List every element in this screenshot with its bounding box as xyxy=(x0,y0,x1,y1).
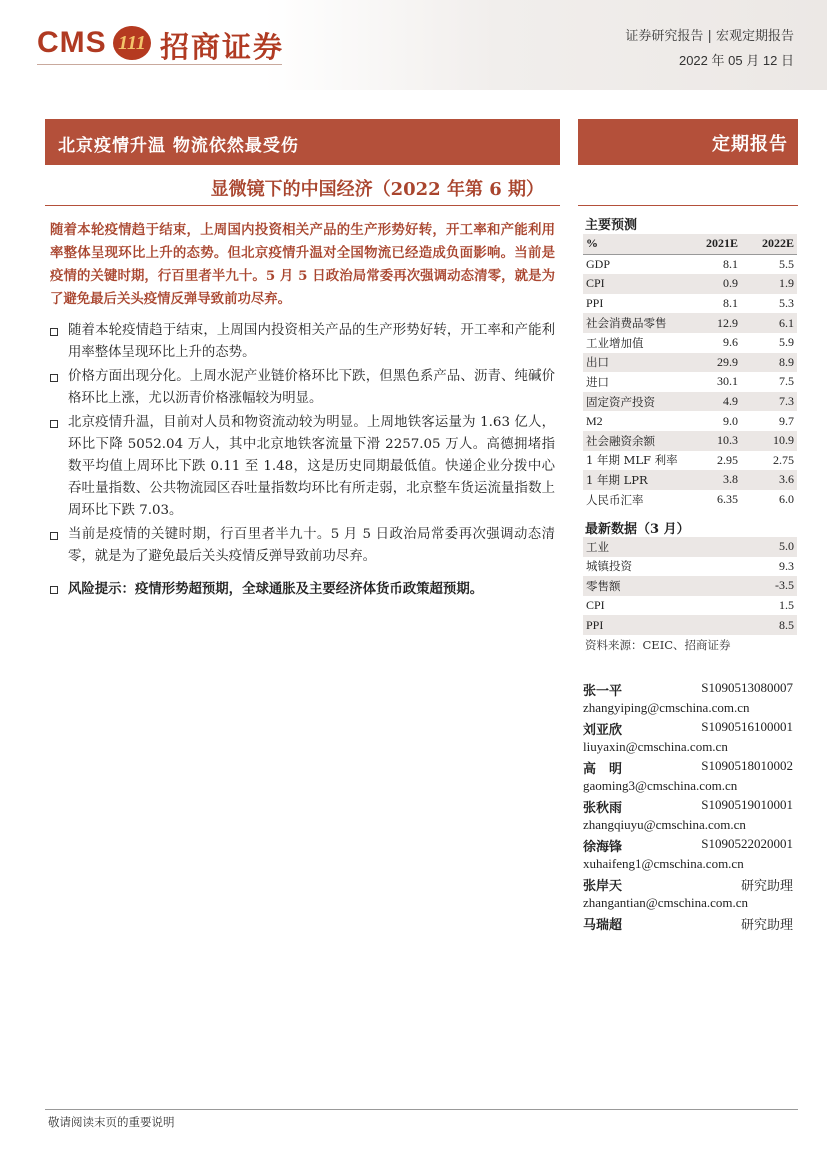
row-label: 1 年期 MLF 利率 xyxy=(586,453,678,468)
row-label: 固定资产投资 xyxy=(583,392,685,412)
analyst-name: 马瑞超 xyxy=(583,918,623,933)
cell-2022: 9.7 xyxy=(779,413,794,428)
forecast-table xyxy=(583,234,797,509)
analyst-name: 张秋雨 xyxy=(583,801,623,816)
analyst-name: 徐海锋 xyxy=(583,840,623,855)
bullet-item xyxy=(50,320,555,364)
cell-2021: 9.6 xyxy=(723,335,738,350)
cell-2022: 7.3 xyxy=(741,392,797,412)
row-label: PPI xyxy=(586,296,604,311)
analyst-row xyxy=(583,797,793,817)
analyst-role: 研究助理 xyxy=(740,917,793,932)
cell-2022: 7.5 xyxy=(779,374,794,389)
report-subtitle: 显微镜下的中国经济（2022 年第 6 期） xyxy=(210,179,544,200)
checkbox-bullet-icon xyxy=(50,420,58,428)
cell-2021: 9.0 xyxy=(723,413,738,428)
bullet-item xyxy=(50,412,555,522)
table-row xyxy=(583,576,797,596)
analyst-id: S1090519010001 xyxy=(701,797,793,812)
checkbox-bullet-icon xyxy=(50,374,58,382)
row-label: 出口 xyxy=(583,353,685,373)
bullet-text: 当前是疫情的关键时期，行百里者半九十。5 月 5 日政治局常委再次强调动态清零，就是为了避免最后关头疫情反弹导致前功尽弃。 xyxy=(68,527,555,564)
analyst-row xyxy=(583,914,793,934)
row-label: 工业 xyxy=(583,537,728,557)
analyst-row xyxy=(583,758,793,778)
bullet-list xyxy=(50,320,555,570)
risk-warning xyxy=(50,578,573,600)
summary-paragraph: 随着本轮疫情趋于结束，上周国内投资相关产品的生产形势好转，开工率和产能利用率整体呈现环比上升的态势。但北京疫情升温对全国物流已经造成负面影响。当前是疫情的关键时期，行百里者半九十。5 月 5 日政治局常委再次强调动态清零，就是为了避免最后关头疫情反弹导致前功尽弃。 xyxy=(50,222,555,307)
table-row xyxy=(583,411,797,431)
cell-2022: 3.6 xyxy=(741,470,797,490)
analyst-row xyxy=(583,875,793,895)
analyst-id: S1090516100001 xyxy=(701,719,793,734)
report-tag: 定期报告 xyxy=(712,134,788,155)
analyst-name: 张岸天 xyxy=(583,879,623,894)
bullet-item xyxy=(50,524,555,568)
footer-note: 敬请阅读末页的重要说明 xyxy=(48,1115,175,1129)
table-row xyxy=(583,333,797,353)
table-header-row xyxy=(583,234,797,254)
analyst-id: S1090518010002 xyxy=(701,758,793,773)
report-date xyxy=(679,50,794,69)
latest-table xyxy=(583,537,797,635)
cell-value: 9.3 xyxy=(779,558,794,573)
logo-chinese: 招商证券 xyxy=(160,30,285,64)
bullet-item xyxy=(50,366,555,410)
risk-text: 风险提示：疫情形势超预期，全球通胀及主要经济体货币政策超预期。 xyxy=(68,581,484,597)
checkbox-bullet-icon xyxy=(50,532,58,540)
table-row xyxy=(583,372,797,392)
analyst-row xyxy=(583,719,793,739)
row-label: 1 年期 LPR xyxy=(583,470,685,490)
divider xyxy=(45,205,560,206)
table-row xyxy=(583,392,797,412)
analyst-email[interactable]: zhangyiping@cmschina.com.cn xyxy=(583,699,750,715)
report-type: 证券研究报告 | 宏观定期报告 xyxy=(625,29,794,44)
divider xyxy=(578,205,798,206)
analyst-email[interactable]: zhangantian@cmschina.com.cn xyxy=(583,894,749,910)
cell-2022: 5.9 xyxy=(779,335,794,350)
table-row xyxy=(583,431,797,451)
date-month: 05 xyxy=(728,53,743,68)
cell-2021: 8.1 xyxy=(723,296,738,311)
date-year: 2022 xyxy=(678,53,708,68)
table-row xyxy=(583,254,797,274)
table-row xyxy=(583,451,797,471)
bullet-text: 随着本轮疫情趋于结束，上周国内投资相关产品的生产形势好转，开工率和产能利用率整体呈现环比上升的态势。 xyxy=(68,323,555,360)
table-row xyxy=(583,313,797,333)
table-row xyxy=(583,353,797,373)
col-unit: % xyxy=(583,234,685,254)
row-label: CPI xyxy=(586,598,605,613)
latest-title: 最新数据（3 月） xyxy=(585,522,690,537)
cell-2021: 3.8 xyxy=(685,470,741,490)
date-day-unit: 日 xyxy=(780,54,794,69)
analyst-email[interactable]: xuhaifeng1@cmschina.com.cn xyxy=(583,855,744,871)
cell-2022: 10.9 xyxy=(741,431,797,451)
cell-2021: 10.3 xyxy=(685,431,741,451)
analyst-row xyxy=(583,680,793,700)
footer-divider xyxy=(45,1109,798,1110)
table-row xyxy=(583,615,797,635)
cell-2021: 4.9 xyxy=(685,392,741,412)
analyst-email[interactable]: gaoming3@cmschina.com.cn xyxy=(583,777,738,793)
cell-2021: 30.1 xyxy=(717,374,738,389)
cell-2022: 6.0 xyxy=(779,492,794,507)
row-label: CPI xyxy=(583,274,685,294)
col-2021: 2021E xyxy=(685,234,741,254)
analyst-name: 刘亚欣 xyxy=(583,723,623,738)
analyst-list xyxy=(583,680,793,934)
row-label: 零售额 xyxy=(583,576,728,596)
bullet-text: 北京疫情升温，目前对人员和物资流动较为明显。上周地铁客运量为 1.63 亿人，环比下降 5052.04 万人，其中北京地铁客流量下滑 2257.05 万人。高德拥堵指数平均值上周环比下跌 0.11 至 1.48，这是历史同期最低值。快递企业分拨中心吞吐量指数、公共物流园区吞吐量指数均环比有所走弱，北京整车货运流量指数上周环比下跌 7.03。 xyxy=(68,415,555,518)
row-label: M2 xyxy=(586,413,603,428)
row-label: 工业增加值 xyxy=(586,335,644,350)
table-row xyxy=(583,596,797,616)
cell-2022: 5.5 xyxy=(779,256,794,271)
headline: 北京疫情升温 物流依然最受伤 xyxy=(58,136,299,156)
table-row xyxy=(583,490,797,510)
table-row xyxy=(583,274,797,294)
analyst-role: 研究助理 xyxy=(740,878,793,893)
analyst-email[interactable]: zhangqiuyu@cmschina.com.cn xyxy=(583,816,746,832)
col-2022: 2022E xyxy=(741,234,797,254)
logo-latin: CMS xyxy=(37,26,107,59)
cell-2021: 6.35 xyxy=(717,492,738,507)
data-source: 资料来源：CEIC、招商证券 xyxy=(585,638,731,652)
row-label: 进口 xyxy=(586,374,609,389)
logo-mark-icon: 111 xyxy=(113,26,151,60)
cell-2021: 2.95 xyxy=(717,452,738,467)
row-label: 人民币汇率 xyxy=(586,492,644,507)
logo-underline xyxy=(37,64,282,65)
row-label: PPI xyxy=(583,615,728,635)
date-year-unit: 年 xyxy=(711,54,725,69)
cell-2022: 8.9 xyxy=(741,353,797,373)
cell-2022: 6.1 xyxy=(741,313,797,333)
forecast-title: 主要预测 xyxy=(585,218,638,233)
row-label: 社会消费品零售 xyxy=(583,313,685,333)
headline-banner xyxy=(45,119,560,165)
analyst-id: S1090513080007 xyxy=(701,680,793,695)
analyst-row xyxy=(583,836,793,856)
tag-banner xyxy=(578,119,798,165)
table-row xyxy=(583,557,797,577)
cell-value: -3.5 xyxy=(728,576,797,596)
date-day: 12 xyxy=(762,53,778,68)
row-label: GDP xyxy=(586,256,611,271)
checkbox-bullet-icon xyxy=(50,328,58,336)
cell-2022: 1.9 xyxy=(741,274,797,294)
analyst-id: S1090522020001 xyxy=(701,836,793,851)
cell-2021: 8.1 xyxy=(723,256,738,271)
row-label: 社会融资余额 xyxy=(583,431,685,451)
cell-2022: 2.75 xyxy=(773,452,794,467)
row-label: 城镇投资 xyxy=(586,559,632,574)
table-row xyxy=(583,537,797,557)
cell-2021: 0.9 xyxy=(685,274,741,294)
cell-2022: 5.3 xyxy=(779,296,794,311)
cell-2021: 29.9 xyxy=(685,353,741,373)
table-row xyxy=(583,470,797,490)
table-row xyxy=(583,294,797,314)
analyst-name: 张一平 xyxy=(583,684,623,699)
analyst-email[interactable]: liuyaxin@cmschina.com.cn xyxy=(583,738,728,754)
date-month-unit: 月 xyxy=(746,54,760,69)
analyst-name: 高 明 xyxy=(583,762,623,777)
bullet-text: 价格方面出现分化。上周水泥产业链价格环比下跌，但黑色系产品、沥青、纯碱价格环比上涨，尤以沥青价格涨幅较为明显。 xyxy=(68,369,555,406)
checkbox-bullet-icon xyxy=(50,586,58,594)
cell-value: 8.5 xyxy=(728,615,797,635)
cell-value: 1.5 xyxy=(779,598,794,613)
cell-value: 5.0 xyxy=(728,537,797,557)
cell-2021: 12.9 xyxy=(685,313,741,333)
